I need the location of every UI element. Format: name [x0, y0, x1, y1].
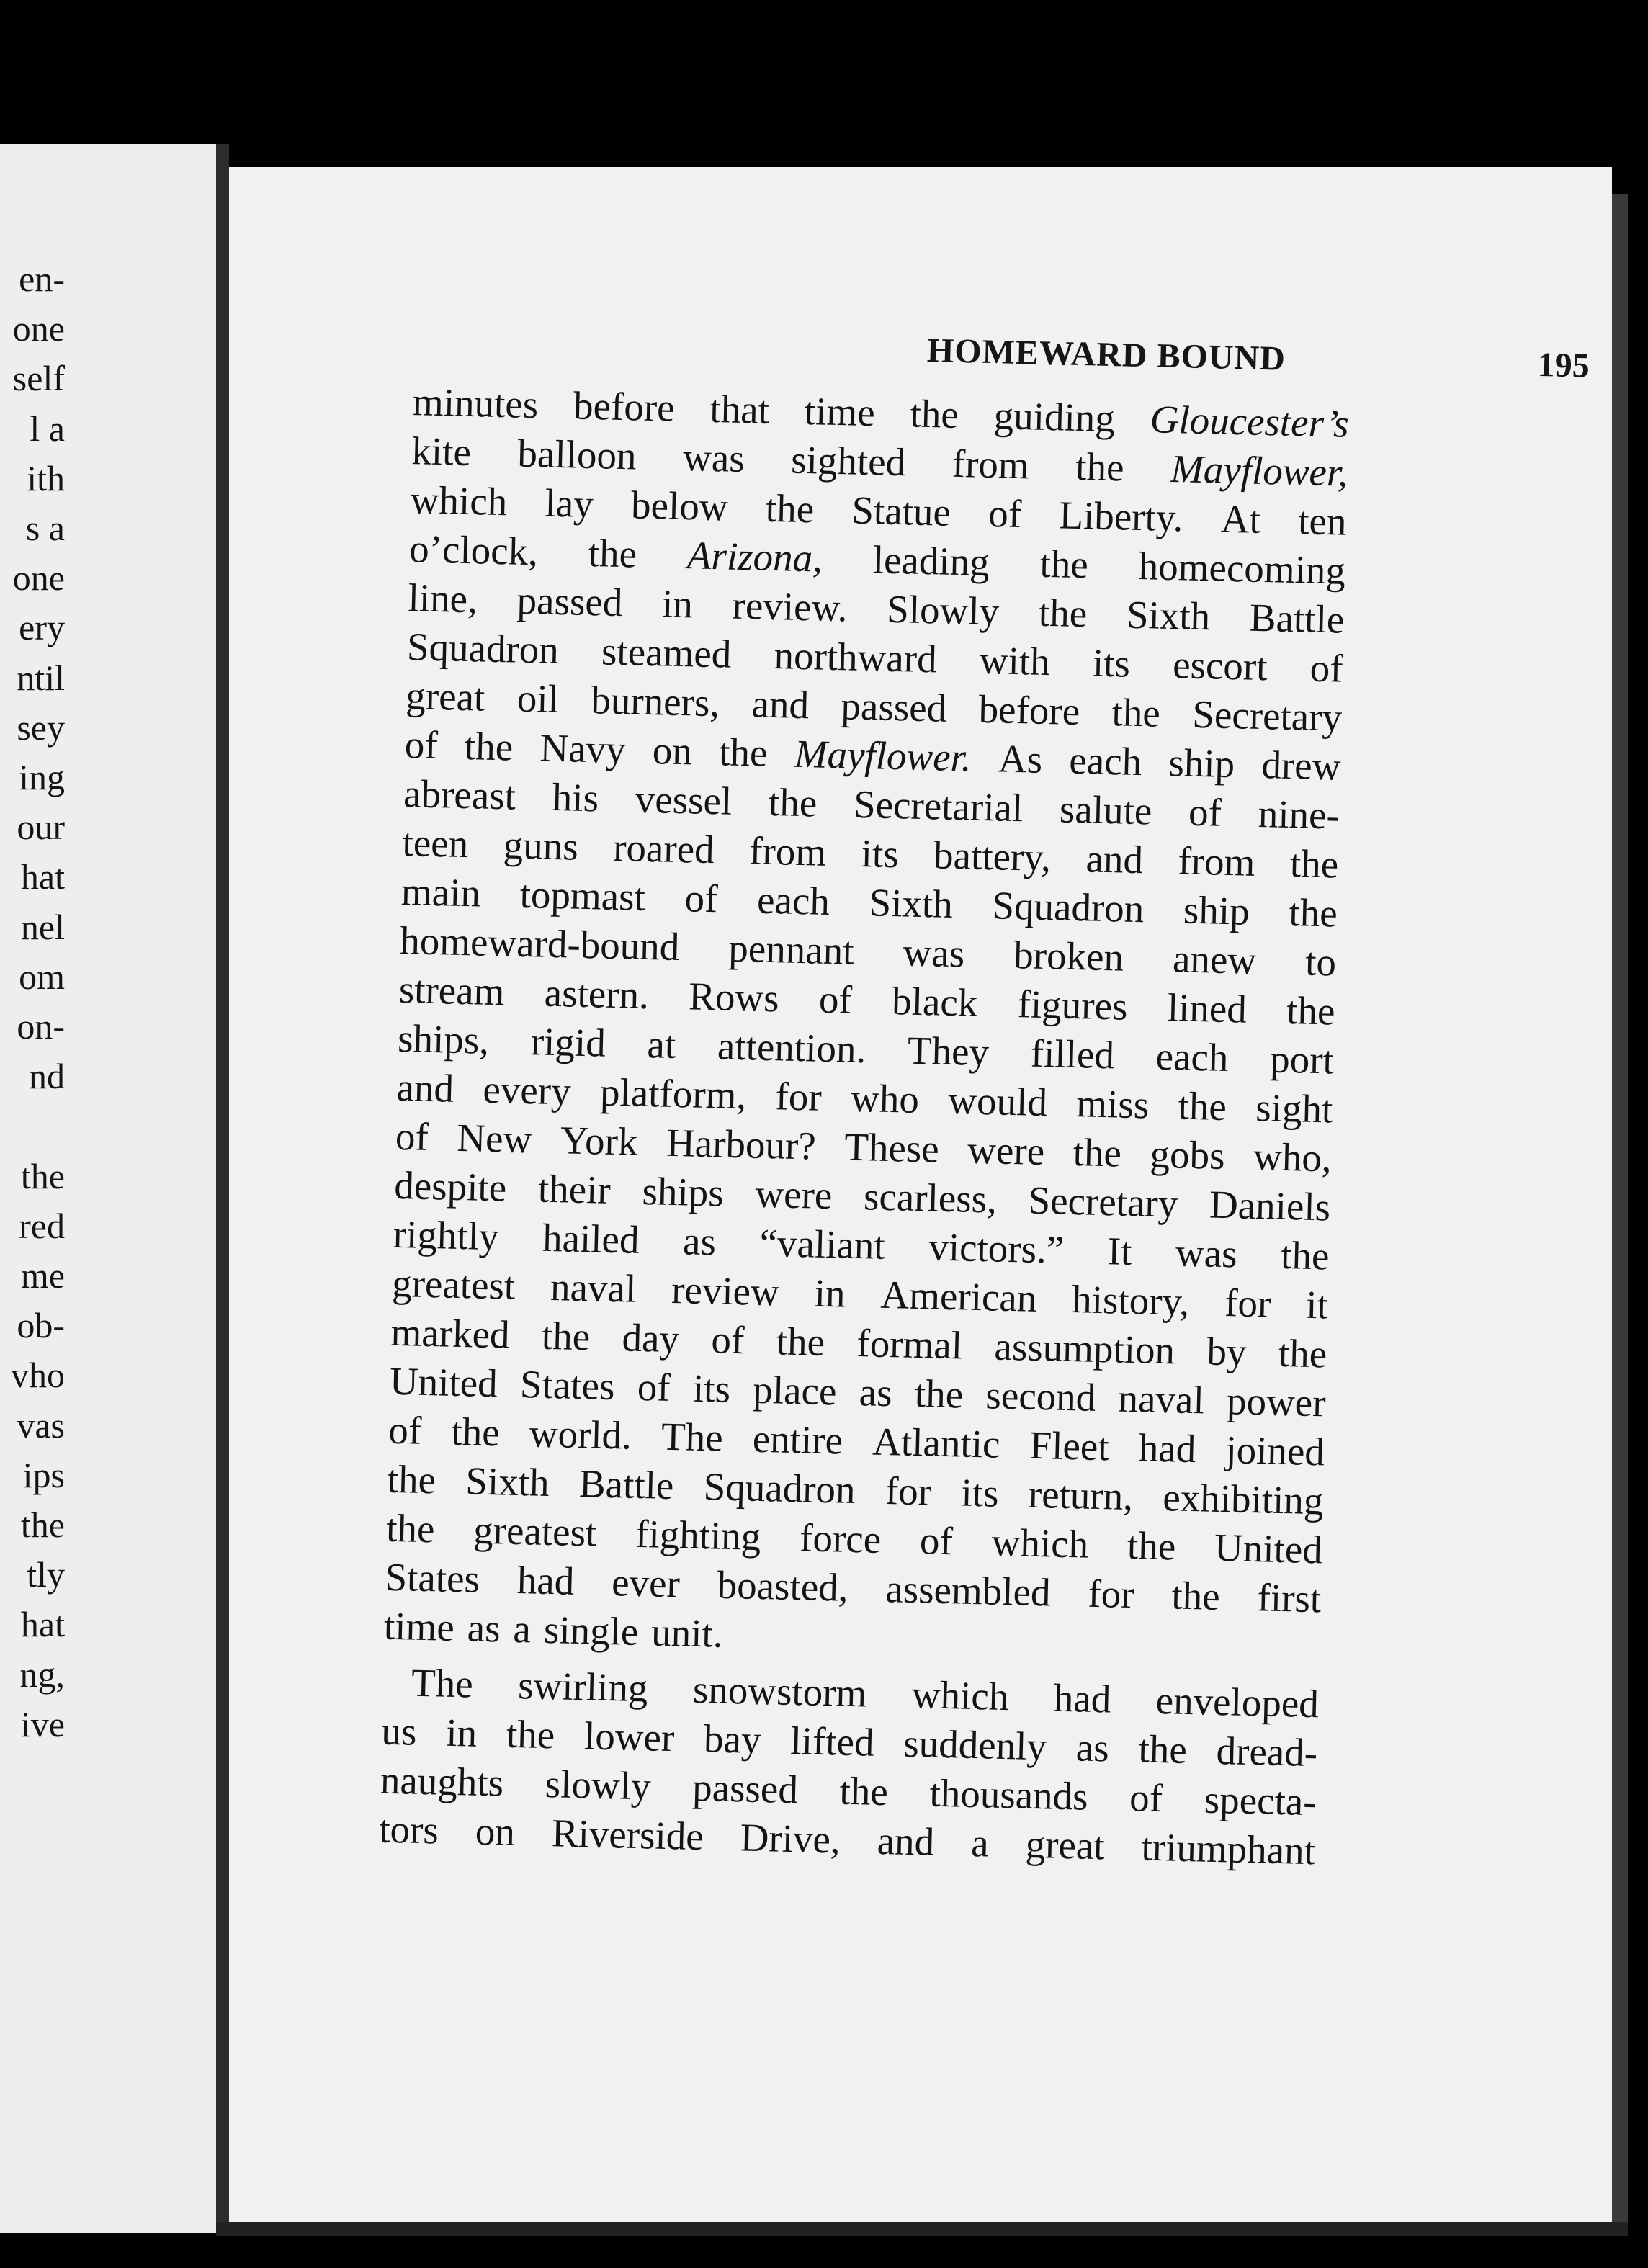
word: ship — [1183, 887, 1250, 933]
word: had — [1138, 1425, 1197, 1471]
word: thousands — [928, 1770, 1089, 1819]
word: the — [1289, 841, 1339, 887]
word: Navy — [539, 725, 627, 772]
word: drew — [1260, 743, 1342, 789]
left-page-line-fragment: ips — [22, 1454, 65, 1495]
word: enveloped — [1155, 1677, 1320, 1726]
page-edge — [1612, 194, 1628, 2226]
word: each — [1155, 1034, 1230, 1080]
word: lower — [583, 1713, 676, 1760]
word: snowstorm — [692, 1667, 868, 1716]
word: the — [541, 1313, 591, 1359]
left-page-line-fragment: tly — [27, 1554, 65, 1595]
word: swirling — [517, 1663, 649, 1711]
body-text — [379, 377, 1350, 1875]
word: States — [519, 1362, 616, 1409]
word: great — [405, 673, 486, 720]
word: the — [1278, 1330, 1327, 1376]
word: main — [400, 869, 481, 915]
word: ship — [1168, 740, 1235, 786]
word: every — [482, 1067, 572, 1113]
word: in — [445, 1710, 478, 1755]
word: naval — [550, 1265, 637, 1311]
word: balloon — [516, 431, 637, 478]
word: exhibiting — [1162, 1475, 1325, 1523]
word: assembled — [885, 1566, 1052, 1615]
word: victors.” — [928, 1224, 1065, 1272]
word: its — [1092, 640, 1131, 686]
word: had — [1053, 1675, 1112, 1721]
word: United — [1214, 1525, 1323, 1572]
word: escort — [1172, 642, 1268, 689]
word: the — [909, 391, 959, 437]
left-page-line-fragment: ive — [20, 1703, 65, 1744]
word: a — [512, 1606, 532, 1651]
word: despite — [393, 1162, 507, 1210]
word: the — [1072, 1130, 1122, 1175]
word: passed — [840, 683, 947, 730]
word: stream — [398, 967, 506, 1014]
left-page — [0, 144, 216, 2233]
word: for — [885, 1469, 932, 1514]
word: assumption — [993, 1324, 1175, 1373]
word: scarless, — [863, 1174, 998, 1222]
left-page-line-fragment: our — [17, 807, 65, 848]
word: from — [1177, 838, 1256, 884]
left-page-line-fragment: om — [19, 956, 65, 997]
word: from — [748, 828, 827, 874]
word: were — [754, 1171, 833, 1218]
word: each — [756, 877, 830, 923]
word: Atlantic — [872, 1419, 1001, 1466]
word: the — [1286, 987, 1336, 1034]
word: review. — [732, 583, 848, 630]
word: and — [751, 681, 810, 727]
word: us — [380, 1708, 418, 1754]
word: the — [387, 1456, 436, 1502]
left-page-line-fragment: the — [20, 1155, 65, 1196]
word: unit. — [650, 1610, 724, 1656]
word: time — [383, 1603, 455, 1649]
left-page-line-fragment: ery — [19, 607, 65, 648]
word: ships, — [397, 1016, 490, 1062]
running-head: HOMEWARD BOUND — [926, 331, 1286, 378]
word: it — [1305, 1282, 1329, 1327]
word: who — [850, 1075, 920, 1121]
word: in — [814, 1270, 846, 1316]
word: York — [560, 1118, 639, 1164]
word: attention. — [717, 1023, 866, 1072]
word: lay — [544, 480, 594, 526]
word: for — [1224, 1281, 1272, 1326]
right-page-content — [229, 167, 1612, 2227]
word: force — [799, 1515, 882, 1561]
left-page-line-fragment: hat — [20, 1604, 65, 1645]
word: Battle — [578, 1461, 675, 1508]
word: would — [947, 1077, 1048, 1125]
word: vessel — [635, 776, 733, 823]
word: gobs — [1149, 1131, 1226, 1178]
left-page-line-fragment: red — [19, 1205, 65, 1246]
word: the — [1177, 1083, 1227, 1129]
word: sight — [1255, 1085, 1334, 1131]
word: Gloucester’s — [1150, 397, 1350, 446]
word: At — [1220, 496, 1261, 542]
word: naughts — [380, 1757, 504, 1805]
word: as — [682, 1219, 717, 1264]
word: of — [988, 491, 1022, 537]
word: its — [960, 1470, 1000, 1515]
word: Daniels — [1209, 1182, 1331, 1229]
word: return, — [1028, 1471, 1134, 1519]
word: world. — [529, 1411, 632, 1458]
word: to — [1304, 939, 1337, 985]
word: on — [475, 1808, 516, 1855]
word: the — [1038, 590, 1088, 636]
word: marked — [390, 1309, 511, 1357]
word: joined — [1224, 1427, 1325, 1474]
word: first — [1256, 1575, 1322, 1621]
word: salute — [1059, 786, 1153, 833]
word: oil — [516, 676, 560, 722]
word: kite — [411, 429, 472, 475]
left-page-line-fragment: l a — [30, 408, 65, 449]
word: guiding — [993, 393, 1116, 441]
left-page-line-fragment: me — [20, 1255, 65, 1296]
word: Squadron — [406, 624, 560, 673]
word: the — [765, 485, 815, 532]
word: guns — [503, 823, 579, 869]
word: which — [991, 1520, 1089, 1566]
word: Fleet — [1029, 1422, 1110, 1469]
word: States — [384, 1554, 480, 1601]
word: roared — [612, 825, 715, 872]
word: Sixth — [465, 1458, 550, 1505]
word: place — [752, 1367, 838, 1414]
word: New — [456, 1115, 533, 1162]
word: the — [1170, 1573, 1221, 1619]
paragraph — [379, 1658, 1320, 1876]
left-page-line-fragment: hat — [20, 856, 65, 897]
word: rigid — [530, 1019, 606, 1065]
word: power — [1226, 1379, 1327, 1425]
word: passed — [691, 1765, 799, 1812]
word: Battle — [1249, 595, 1345, 642]
word: platform, — [599, 1070, 747, 1118]
word: pennant — [727, 925, 855, 973]
page-bottom-shadow — [216, 2222, 1628, 2236]
word: the — [1111, 690, 1161, 735]
left-page-line-fragment: nel — [20, 906, 65, 947]
word: The — [411, 1660, 474, 1706]
word: Secretary — [1191, 691, 1343, 740]
word: their — [537, 1166, 612, 1212]
left-page-line-fragment: self — [12, 358, 65, 399]
word: figures — [1017, 982, 1129, 1028]
word: that — [709, 386, 770, 432]
word: of — [919, 1518, 954, 1564]
word: o’clock, — [408, 526, 539, 574]
left-page-line-fragment: ith — [27, 457, 65, 498]
word: from — [951, 441, 1030, 488]
word: lined — [1167, 985, 1248, 1031]
word: Harbour? — [666, 1120, 817, 1168]
word: by — [1206, 1329, 1248, 1374]
word: the — [464, 723, 514, 769]
word: and — [877, 1818, 935, 1864]
word: naval — [1117, 1376, 1205, 1422]
word: Rows — [688, 974, 780, 1021]
word: of — [1309, 645, 1344, 691]
word: Riverside — [551, 1811, 704, 1859]
word: time — [804, 388, 876, 435]
word: Arizona, — [686, 533, 823, 581]
word: was — [1175, 1230, 1238, 1276]
word: These — [843, 1124, 940, 1171]
word: the — [588, 530, 637, 576]
word: the — [1288, 890, 1338, 936]
word: the — [838, 1768, 889, 1814]
word: his — [552, 774, 599, 820]
word: miss — [1075, 1081, 1150, 1127]
left-page-line-fragment: nd — [29, 1056, 65, 1097]
word: a — [970, 1820, 990, 1865]
word: homeward-bound — [399, 918, 681, 969]
right-page — [229, 167, 1612, 2227]
word: the — [450, 1409, 501, 1455]
word: Slowly — [886, 586, 1000, 634]
paragraph — [383, 377, 1349, 1672]
word: “valiant — [758, 1220, 886, 1268]
word: the — [1075, 444, 1125, 490]
word: line, — [407, 575, 478, 622]
left-page-line-fragment: one — [12, 308, 65, 349]
left-page-line-fragment: vho — [11, 1355, 65, 1396]
word: anew — [1172, 936, 1257, 982]
word: of — [395, 1113, 429, 1159]
word: homecoming — [1138, 543, 1346, 593]
word: the — [506, 1711, 555, 1757]
word: Mayflower. — [794, 731, 972, 780]
left-page-line-fragment: sey — [17, 707, 65, 748]
word: leading — [872, 537, 990, 585]
word: review — [671, 1267, 780, 1314]
word: Squadron — [991, 883, 1145, 931]
word: ten — [1297, 498, 1348, 544]
word: Statue — [851, 488, 951, 534]
word: had — [516, 1558, 576, 1603]
word: greatest — [391, 1260, 516, 1308]
word: the — [914, 1371, 964, 1417]
word: the — [385, 1505, 436, 1551]
word: the — [1127, 1523, 1177, 1569]
word: triumphant — [1140, 1824, 1316, 1873]
word: before — [978, 686, 1080, 734]
word: great — [1025, 1821, 1106, 1868]
word: for — [1087, 1571, 1135, 1617]
word: Sixth — [868, 880, 954, 927]
left-page-line-fragment: en- — [19, 259, 65, 299]
word: of — [637, 1364, 671, 1409]
word: topmast — [519, 871, 646, 919]
word: entire — [752, 1416, 843, 1463]
left-page-line-fragment: vas — [17, 1404, 65, 1445]
word: They — [907, 1028, 990, 1075]
word: second — [985, 1373, 1097, 1420]
word: northward — [773, 633, 938, 681]
word: of — [404, 722, 439, 768]
word: the — [1280, 1232, 1330, 1278]
left-page-line-fragment: on- — [17, 1006, 65, 1046]
word: for — [774, 1074, 823, 1119]
word: of — [684, 876, 719, 921]
word: before — [573, 383, 676, 430]
word: which — [911, 1672, 1010, 1719]
left-page-line-fragment: ntil — [17, 657, 65, 698]
page-header — [696, 325, 1590, 389]
word: battery, — [933, 833, 1052, 880]
word: Secretarial — [853, 781, 1024, 830]
word: Mayflower, — [1170, 446, 1348, 495]
word: the — [768, 779, 818, 825]
left-page-line-fragment: ing — [19, 757, 65, 797]
word: of — [1129, 1775, 1163, 1821]
word: who, — [1253, 1134, 1333, 1180]
left-page-line-fragment: the — [20, 1505, 65, 1545]
word: The — [660, 1414, 724, 1460]
word: port — [1269, 1036, 1335, 1083]
word: teen — [401, 820, 469, 866]
word: the — [1137, 1726, 1188, 1772]
word: abreast — [403, 771, 516, 818]
word: in — [661, 581, 694, 627]
word: nine- — [1258, 791, 1340, 838]
word: single — [543, 1607, 640, 1654]
word: steamed — [601, 629, 733, 676]
book-spine — [216, 144, 229, 2233]
word: sighted — [790, 437, 906, 485]
word: as — [467, 1605, 501, 1651]
word: at — [646, 1022, 677, 1067]
word: as — [859, 1370, 893, 1415]
word: of — [388, 1407, 422, 1453]
word: bay — [703, 1716, 762, 1762]
word: the — [718, 730, 769, 775]
word: astern. — [544, 970, 650, 1018]
word: of — [818, 977, 853, 1022]
word: American — [879, 1272, 1038, 1320]
word: rightly — [393, 1211, 500, 1259]
word: fighting — [635, 1511, 762, 1559]
word: its — [692, 1366, 731, 1411]
word: history, — [1071, 1277, 1190, 1324]
word: hailed — [542, 1215, 640, 1262]
word: broken — [1013, 933, 1124, 980]
word: boasted, — [717, 1562, 849, 1610]
word: with — [979, 637, 1051, 684]
word: suddenly — [903, 1721, 1047, 1769]
left-page-line-fragment: ob- — [17, 1305, 65, 1346]
word: greatest — [473, 1507, 598, 1555]
word: was — [902, 930, 965, 976]
word: dread- — [1215, 1728, 1318, 1775]
left-page-line-fragment: ng, — [19, 1654, 65, 1695]
word: and — [1085, 836, 1144, 882]
word: the — [1039, 541, 1089, 587]
word: Sixth — [1126, 592, 1211, 639]
word: each — [1068, 738, 1142, 784]
page-number: 195 — [1537, 345, 1590, 385]
word: ships — [641, 1168, 725, 1215]
word: tors — [378, 1806, 439, 1852]
word: formal — [856, 1321, 963, 1368]
word: It — [1107, 1229, 1133, 1273]
word: black — [891, 979, 979, 1025]
word: which — [410, 478, 509, 524]
left-page-line-fragment: one — [12, 557, 65, 599]
word: lifted — [789, 1718, 875, 1765]
word: were — [967, 1127, 1045, 1174]
word: ever — [611, 1560, 681, 1606]
word: passed — [516, 578, 624, 625]
word: of — [1188, 789, 1222, 835]
word: and — [395, 1064, 454, 1111]
word: on — [652, 728, 693, 774]
word: As — [998, 736, 1043, 781]
word: was — [682, 435, 745, 481]
word: United — [389, 1358, 498, 1406]
word: day — [621, 1315, 680, 1361]
word: of — [710, 1317, 745, 1363]
word: burners, — [590, 678, 720, 725]
word: Secretary — [1027, 1178, 1179, 1226]
word: Squadron — [703, 1464, 856, 1512]
word: specta- — [1204, 1777, 1317, 1824]
word: Liberty. — [1058, 493, 1184, 540]
left-page-line-fragment: s a — [25, 508, 65, 548]
word: Drive, — [740, 1815, 841, 1862]
word: slowly — [545, 1762, 652, 1808]
word: the — [776, 1319, 825, 1364]
word: as — [1075, 1725, 1110, 1770]
word: minutes — [412, 380, 539, 427]
word: below — [630, 483, 729, 529]
word: filled — [1030, 1031, 1115, 1077]
word: its — [861, 831, 900, 877]
